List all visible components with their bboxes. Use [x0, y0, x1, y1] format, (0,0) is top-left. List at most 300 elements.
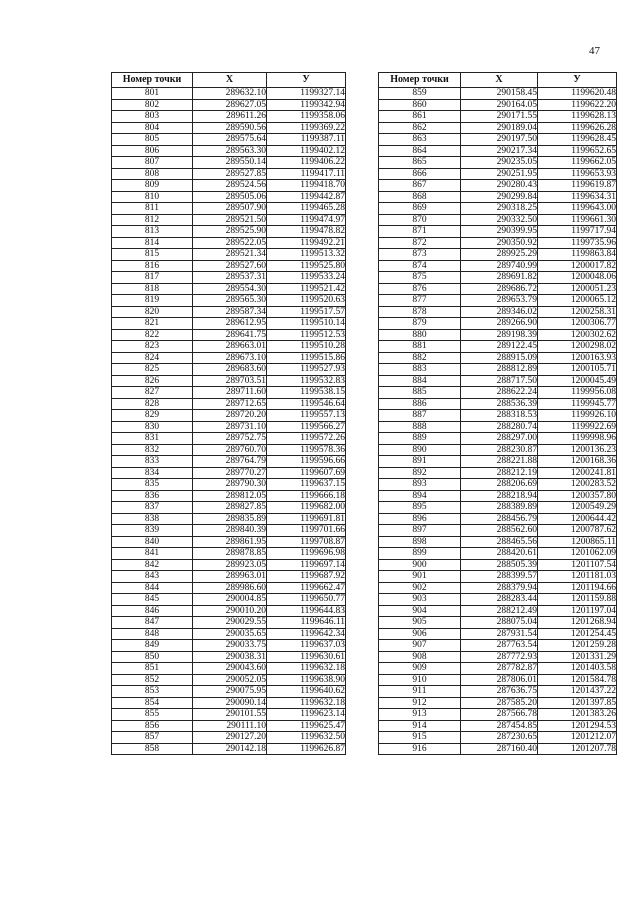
table-row: [112, 697, 346, 709]
table-row: [112, 237, 346, 249]
point-number-cell: 858: [112, 743, 193, 755]
y-coordinate-cell: 1201331.29: [538, 651, 617, 663]
header-y: У: [538, 73, 617, 88]
x-coordinate-cell: 289587.34: [193, 306, 267, 318]
table-row: [379, 697, 617, 709]
point-number-cell: 855: [112, 709, 193, 721]
x-coordinate-cell: 289554.30: [193, 283, 267, 295]
point-number-cell: 910: [379, 674, 461, 686]
point-number-cell: 863: [379, 134, 461, 146]
x-coordinate-cell: 290142.18: [193, 743, 267, 755]
y-coordinate-cell: 1199926.10: [538, 410, 617, 422]
point-number-cell: 811: [112, 203, 193, 215]
x-coordinate-cell: 287585.20: [461, 697, 538, 709]
header-point-number: Номер точки: [112, 73, 193, 88]
table-row: [379, 122, 617, 134]
x-coordinate-cell: 288379.94: [461, 582, 538, 594]
y-coordinate-cell: 1200048.06: [538, 272, 617, 284]
table-row: [112, 525, 346, 537]
y-coordinate-cell: 1199465.28: [267, 203, 346, 215]
table-row: [112, 686, 346, 698]
point-number-cell: 873: [379, 249, 461, 261]
point-number-cell: 841: [112, 548, 193, 560]
table-row: [379, 410, 617, 422]
point-number-cell: 802: [112, 99, 193, 111]
y-coordinate-cell: 1200051.23: [538, 283, 617, 295]
x-coordinate-cell: 289686.72: [461, 283, 538, 295]
table-row: [112, 329, 346, 341]
y-coordinate-cell: 1199418.70: [267, 180, 346, 192]
point-number-cell: 909: [379, 663, 461, 675]
y-coordinate-cell: 1199696.98: [267, 548, 346, 560]
table-row: [379, 203, 617, 215]
y-coordinate-cell: 1199327.14: [267, 88, 346, 100]
point-number-cell: 825: [112, 364, 193, 376]
y-coordinate-cell: 1199626.87: [267, 743, 346, 755]
x-coordinate-cell: 290052.05: [193, 674, 267, 686]
table-row: [379, 226, 617, 238]
table-row: [112, 743, 346, 755]
table-row: [379, 157, 617, 169]
y-coordinate-cell: 1200787.62: [538, 525, 617, 537]
x-coordinate-cell: 289691.82: [461, 272, 538, 284]
y-coordinate-cell: 1200065.12: [538, 295, 617, 307]
y-coordinate-cell: 1199510.28: [267, 341, 346, 353]
y-coordinate-cell: 1199478.82: [267, 226, 346, 238]
point-number-cell: 820: [112, 306, 193, 318]
table-row: [379, 582, 617, 594]
table-row: [112, 663, 346, 675]
point-number-cell: 870: [379, 214, 461, 226]
point-number-cell: 902: [379, 582, 461, 594]
point-number-cell: 867: [379, 180, 461, 192]
x-coordinate-cell: 290332.50: [461, 214, 538, 226]
coordinates-table-left: [111, 72, 346, 755]
table-row: [112, 111, 346, 123]
x-coordinate-cell: 288389.89: [461, 502, 538, 514]
y-coordinate-cell: 1199578.36: [267, 444, 346, 456]
point-number-cell: 896: [379, 513, 461, 525]
x-coordinate-cell: 288318.53: [461, 410, 538, 422]
table-row: [112, 157, 346, 169]
y-coordinate-cell: 1199607.69: [267, 467, 346, 479]
table-row: [112, 674, 346, 686]
y-coordinate-cell: 1200298.02: [538, 341, 617, 353]
y-coordinate-cell: 1200283.52: [538, 479, 617, 491]
y-coordinate-cell: 1199442.87: [267, 191, 346, 203]
point-number-cell: 823: [112, 341, 193, 353]
table-row: [379, 168, 617, 180]
table-row: [379, 479, 617, 491]
y-coordinate-cell: 1199513.32: [267, 249, 346, 261]
table-row: [112, 640, 346, 652]
x-coordinate-cell: 289507.90: [193, 203, 267, 215]
x-coordinate-cell: 288221.88: [461, 456, 538, 468]
y-coordinate-cell: 1199510.14: [267, 318, 346, 330]
table-row: [379, 663, 617, 675]
point-number-cell: 911: [379, 686, 461, 698]
x-coordinate-cell: 288536.39: [461, 398, 538, 410]
y-coordinate-cell: 1199662.47: [267, 582, 346, 594]
y-coordinate-cell: 1199640.62: [267, 686, 346, 698]
table-row: [379, 571, 617, 583]
y-coordinate-cell: 1199622.20: [538, 99, 617, 111]
point-number-cell: 905: [379, 617, 461, 629]
x-coordinate-cell: 289612.95: [193, 318, 267, 330]
x-coordinate-cell: 290010.20: [193, 605, 267, 617]
table-row: [379, 387, 617, 399]
x-coordinate-cell: 288456.79: [461, 513, 538, 525]
y-coordinate-cell: 1200045.49: [538, 375, 617, 387]
y-coordinate-cell: 1199406.22: [267, 157, 346, 169]
y-coordinate-cell: 1199653.93: [538, 168, 617, 180]
point-number-cell: 853: [112, 686, 193, 698]
table-row: [112, 387, 346, 399]
point-number-cell: 883: [379, 364, 461, 376]
y-coordinate-cell: 1199682.00: [267, 502, 346, 514]
x-coordinate-cell: 289575.64: [193, 134, 267, 146]
point-number-cell: 881: [379, 341, 461, 353]
point-number-cell: 864: [379, 145, 461, 157]
x-coordinate-cell: 289770.27: [193, 467, 267, 479]
x-coordinate-cell: 289861.95: [193, 536, 267, 548]
point-number-cell: 854: [112, 697, 193, 709]
x-coordinate-cell: 288283.44: [461, 594, 538, 606]
table-row: [379, 456, 617, 468]
table-row: [379, 594, 617, 606]
y-coordinate-cell: 1199945.77: [538, 398, 617, 410]
point-number-cell: 877: [379, 295, 461, 307]
table-row: [112, 582, 346, 594]
point-number-cell: 892: [379, 467, 461, 479]
y-coordinate-cell: 1199632.50: [267, 732, 346, 744]
x-coordinate-cell: 290090.14: [193, 697, 267, 709]
table-row: [112, 203, 346, 215]
page-number: 47: [589, 45, 600, 57]
point-number-cell: 807: [112, 157, 193, 169]
x-coordinate-cell: 289835.89: [193, 513, 267, 525]
table-row: [112, 732, 346, 744]
point-number-cell: 814: [112, 237, 193, 249]
y-coordinate-cell: 1200644.42: [538, 513, 617, 525]
point-number-cell: 840: [112, 536, 193, 548]
x-coordinate-cell: 290033.75: [193, 640, 267, 652]
x-coordinate-cell: 289632.10: [193, 88, 267, 100]
point-number-cell: 907: [379, 640, 461, 652]
point-number-cell: 836: [112, 490, 193, 502]
x-coordinate-cell: 289198.39: [461, 329, 538, 341]
table-row: [112, 467, 346, 479]
table-row: [379, 743, 617, 755]
x-coordinate-cell: 290217.34: [461, 145, 538, 157]
x-coordinate-cell: 290029.55: [193, 617, 267, 629]
table-row: [379, 617, 617, 629]
x-coordinate-cell: 288915.09: [461, 352, 538, 364]
table-row: [379, 191, 617, 203]
table-row: [379, 99, 617, 111]
x-coordinate-cell: 288420.61: [461, 548, 538, 560]
point-number-cell: 874: [379, 260, 461, 272]
table-row: [112, 398, 346, 410]
point-number-cell: 810: [112, 191, 193, 203]
point-number-cell: 869: [379, 203, 461, 215]
y-coordinate-cell: 1199643.00: [538, 203, 617, 215]
x-coordinate-cell: 289122.45: [461, 341, 538, 353]
y-coordinate-cell: 1201383.26: [538, 709, 617, 721]
y-coordinate-cell: 1199512.53: [267, 329, 346, 341]
point-number-cell: 848: [112, 628, 193, 640]
point-number-cell: 878: [379, 306, 461, 318]
x-coordinate-cell: 287763.54: [461, 640, 538, 652]
x-coordinate-cell: 289963.01: [193, 571, 267, 583]
x-coordinate-cell: 289720.20: [193, 410, 267, 422]
table-row: [112, 548, 346, 560]
point-number-cell: 887: [379, 410, 461, 422]
table-row: [379, 674, 617, 686]
table-row: [379, 536, 617, 548]
point-number-cell: 871: [379, 226, 461, 238]
table-row: [379, 318, 617, 330]
y-coordinate-cell: 1201212.07: [538, 732, 617, 744]
point-number-cell: 803: [112, 111, 193, 123]
table-row: [112, 191, 346, 203]
x-coordinate-cell: 289521.50: [193, 214, 267, 226]
point-number-cell: 872: [379, 237, 461, 249]
x-coordinate-cell: 289590.56: [193, 122, 267, 134]
y-coordinate-cell: 1199717.94: [538, 226, 617, 238]
x-coordinate-cell: 289524.56: [193, 180, 267, 192]
table-row: [112, 651, 346, 663]
y-coordinate-cell: 1200258.31: [538, 306, 617, 318]
y-coordinate-cell: 1199646.11: [267, 617, 346, 629]
x-coordinate-cell: 287636.75: [461, 686, 538, 698]
point-number-cell: 908: [379, 651, 461, 663]
x-coordinate-cell: 289641.75: [193, 329, 267, 341]
point-number-cell: 847: [112, 617, 193, 629]
point-number-cell: 895: [379, 502, 461, 514]
y-coordinate-cell: 1199515.86: [267, 352, 346, 364]
table-row: [112, 502, 346, 514]
table-row: [379, 134, 617, 146]
point-number-cell: 827: [112, 387, 193, 399]
point-number-cell: 819: [112, 295, 193, 307]
point-number-cell: 808: [112, 168, 193, 180]
point-number-cell: 880: [379, 329, 461, 341]
x-coordinate-cell: 289521.34: [193, 249, 267, 261]
table-row: [379, 237, 617, 249]
point-number-cell: 888: [379, 421, 461, 433]
y-coordinate-cell: 1199697.14: [267, 559, 346, 571]
y-coordinate-cell: 1199533.24: [267, 272, 346, 284]
table-row: [379, 180, 617, 192]
point-number-cell: 914: [379, 720, 461, 732]
y-coordinate-cell: 1199666.18: [267, 490, 346, 502]
point-number-cell: 865: [379, 157, 461, 169]
table-row: [379, 709, 617, 721]
y-coordinate-cell: 1199619.87: [538, 180, 617, 192]
x-coordinate-cell: 288212.19: [461, 467, 538, 479]
table-row: [379, 260, 617, 272]
point-number-cell: 822: [112, 329, 193, 341]
y-coordinate-cell: 1199956.08: [538, 387, 617, 399]
point-number-cell: 834: [112, 467, 193, 479]
y-coordinate-cell: 1199637.15: [267, 479, 346, 491]
y-coordinate-cell: 1199620.48: [538, 88, 617, 100]
x-coordinate-cell: 289740.99: [461, 260, 538, 272]
x-coordinate-cell: 289752.75: [193, 433, 267, 445]
x-coordinate-cell: 289505.06: [193, 191, 267, 203]
y-coordinate-cell: 1199691.81: [267, 513, 346, 525]
y-coordinate-cell: 1199527.93: [267, 364, 346, 376]
point-number-cell: 844: [112, 582, 193, 594]
y-coordinate-cell: 1200357.80: [538, 490, 617, 502]
x-coordinate-cell: 288717.50: [461, 375, 538, 387]
table-row: [379, 249, 617, 261]
table-row: [112, 99, 346, 111]
y-coordinate-cell: 1199387.11: [267, 134, 346, 146]
table-row: [112, 375, 346, 387]
x-coordinate-cell: 290251.95: [461, 168, 538, 180]
table-row: [379, 467, 617, 479]
point-number-cell: 891: [379, 456, 461, 468]
table-row: [112, 410, 346, 422]
y-coordinate-cell: 1201268.94: [538, 617, 617, 629]
x-coordinate-cell: 289790.30: [193, 479, 267, 491]
point-number-cell: 876: [379, 283, 461, 295]
y-coordinate-cell: 1199342.94: [267, 99, 346, 111]
point-number-cell: 815: [112, 249, 193, 261]
table-row: [112, 444, 346, 456]
x-coordinate-cell: 288280.74: [461, 421, 538, 433]
x-coordinate-cell: 290350.92: [461, 237, 538, 249]
table-row: [112, 352, 346, 364]
header-y: У: [267, 73, 346, 88]
y-coordinate-cell: 1199532.83: [267, 375, 346, 387]
table-row: [112, 594, 346, 606]
header-x: X: [461, 73, 538, 88]
x-coordinate-cell: 289527.60: [193, 260, 267, 272]
table-row: [379, 341, 617, 353]
y-coordinate-cell: 1199687.92: [267, 571, 346, 583]
point-number-cell: 868: [379, 191, 461, 203]
point-number-cell: 809: [112, 180, 193, 192]
point-number-cell: 866: [379, 168, 461, 180]
point-number-cell: 851: [112, 663, 193, 675]
y-coordinate-cell: 1199708.87: [267, 536, 346, 548]
y-coordinate-cell: 1201107.54: [538, 559, 617, 571]
table-row: [112, 513, 346, 525]
x-coordinate-cell: 289627.05: [193, 99, 267, 111]
y-coordinate-cell: 1201397.85: [538, 697, 617, 709]
y-coordinate-cell: 1199735.96: [538, 237, 617, 249]
y-coordinate-cell: 1201181.03: [538, 571, 617, 583]
x-coordinate-cell: 288505.39: [461, 559, 538, 571]
x-coordinate-cell: 289266.90: [461, 318, 538, 330]
y-coordinate-cell: 1200163.93: [538, 352, 617, 364]
point-number-cell: 915: [379, 732, 461, 744]
point-number-cell: 893: [379, 479, 461, 491]
x-coordinate-cell: 288622.24: [461, 387, 538, 399]
y-coordinate-cell: 1199517.57: [267, 306, 346, 318]
x-coordinate-cell: 288399.57: [461, 571, 538, 583]
y-coordinate-cell: 1199358.06: [267, 111, 346, 123]
point-number-cell: 831: [112, 433, 193, 445]
point-number-cell: 857: [112, 732, 193, 744]
point-number-cell: 812: [112, 214, 193, 226]
x-coordinate-cell: 290043.60: [193, 663, 267, 675]
y-coordinate-cell: 1199557.13: [267, 410, 346, 422]
x-coordinate-cell: 289986.60: [193, 582, 267, 594]
table-row: [112, 180, 346, 192]
y-coordinate-cell: 1199642.34: [267, 628, 346, 640]
y-coordinate-cell: 1199637.03: [267, 640, 346, 652]
table-row: [379, 490, 617, 502]
x-coordinate-cell: 287454.85: [461, 720, 538, 732]
table-row: [379, 628, 617, 640]
y-coordinate-cell: 1199538.15: [267, 387, 346, 399]
table-row: [112, 433, 346, 445]
y-coordinate-cell: 1200136.23: [538, 444, 617, 456]
x-coordinate-cell: 290197.50: [461, 134, 538, 146]
table-row: [379, 513, 617, 525]
table-row: [112, 145, 346, 157]
point-number-cell: 801: [112, 88, 193, 100]
y-coordinate-cell: 1199638.90: [267, 674, 346, 686]
table-row: [112, 559, 346, 571]
x-coordinate-cell: 289563.30: [193, 145, 267, 157]
point-number-cell: 842: [112, 559, 193, 571]
point-number-cell: 818: [112, 283, 193, 295]
x-coordinate-cell: 288212.49: [461, 605, 538, 617]
table-row: [112, 421, 346, 433]
y-coordinate-cell: 1200105.71: [538, 364, 617, 376]
y-coordinate-cell: 1199630.61: [267, 651, 346, 663]
point-number-cell: 898: [379, 536, 461, 548]
table-row: [112, 122, 346, 134]
x-coordinate-cell: 288075.04: [461, 617, 538, 629]
table-row: [112, 536, 346, 548]
y-coordinate-cell: 1199922.69: [538, 421, 617, 433]
table-row: [112, 168, 346, 180]
y-coordinate-cell: 1199628.13: [538, 111, 617, 123]
y-coordinate-cell: 1199998.96: [538, 433, 617, 445]
x-coordinate-cell: 289840.39: [193, 525, 267, 537]
y-coordinate-cell: 1199417.11: [267, 168, 346, 180]
x-coordinate-cell: 287931.54: [461, 628, 538, 640]
table-row: [379, 686, 617, 698]
table-row: [379, 214, 617, 226]
table-row: [112, 295, 346, 307]
x-coordinate-cell: 287772.93: [461, 651, 538, 663]
y-coordinate-cell: 1199632.18: [267, 663, 346, 675]
x-coordinate-cell: 290189.04: [461, 122, 538, 134]
table-row: [112, 628, 346, 640]
x-coordinate-cell: 289663.01: [193, 341, 267, 353]
table-row: [112, 226, 346, 238]
x-coordinate-cell: 290235.05: [461, 157, 538, 169]
point-number-cell: 849: [112, 640, 193, 652]
x-coordinate-cell: 289537.31: [193, 272, 267, 284]
point-number-cell: 852: [112, 674, 193, 686]
y-coordinate-cell: 1199525.80: [267, 260, 346, 272]
x-coordinate-cell: 290111.10: [193, 720, 267, 732]
table-row: [379, 525, 617, 537]
point-number-cell: 890: [379, 444, 461, 456]
x-coordinate-cell: 289653.79: [461, 295, 538, 307]
x-coordinate-cell: 290035.65: [193, 628, 267, 640]
point-number-cell: 821: [112, 318, 193, 330]
x-coordinate-cell: 290399.95: [461, 226, 538, 238]
